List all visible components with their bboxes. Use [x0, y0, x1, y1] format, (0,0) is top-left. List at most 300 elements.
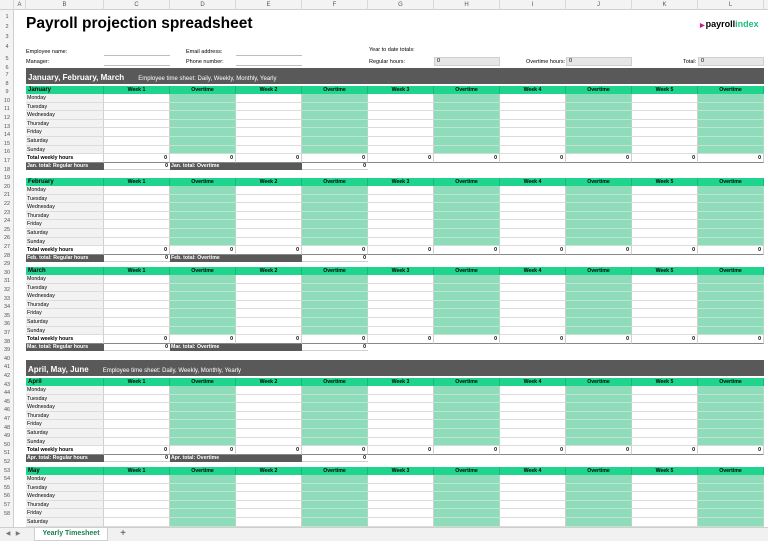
row-number[interactable]: 57 [3, 502, 11, 508]
hours-cell[interactable] [236, 429, 302, 438]
overtime-cell[interactable] [434, 94, 500, 103]
hours-cell[interactable] [236, 327, 302, 336]
hours-cell[interactable] [368, 492, 434, 501]
overtime-cell[interactable] [170, 195, 236, 204]
row-number[interactable]: 23 [3, 209, 11, 216]
row-number[interactable]: 38 [3, 338, 11, 345]
overtime-cell[interactable] [566, 111, 632, 120]
hours-cell[interactable] [236, 318, 302, 327]
total-weekly-value[interactable]: 0 [368, 246, 434, 255]
hours-cell[interactable] [368, 120, 434, 129]
hours-cell[interactable] [368, 412, 434, 421]
overtime-cell[interactable] [698, 111, 764, 120]
overtime-cell[interactable] [698, 484, 764, 493]
hours-cell[interactable] [500, 238, 566, 247]
overtime-cell[interactable] [302, 203, 368, 212]
total-weekly-value[interactable]: 0 [302, 246, 368, 255]
hours-cell[interactable] [500, 475, 566, 484]
hours-cell[interactable] [632, 301, 698, 310]
hours-cell[interactable] [368, 146, 434, 155]
overtime-cell[interactable] [170, 111, 236, 120]
overtime-cell[interactable] [434, 438, 500, 447]
hours-cell[interactable] [368, 203, 434, 212]
hours-cell[interactable] [368, 94, 434, 103]
row-number[interactable]: 49 [3, 433, 11, 440]
row-number[interactable]: 42 [3, 373, 11, 379]
overtime-cell[interactable] [566, 518, 632, 527]
row-number[interactable]: 9 [5, 89, 9, 96]
overtime-cell[interactable] [566, 186, 632, 195]
total-weekly-value[interactable]: 0 [632, 446, 698, 455]
total-weekly-value[interactable]: 0 [698, 335, 764, 344]
overtime-cell[interactable] [302, 275, 368, 284]
overtime-cell[interactable] [170, 128, 236, 137]
row-number[interactable]: 47 [3, 416, 11, 422]
overtime-cell[interactable] [698, 238, 764, 247]
overtime-cell[interactable] [434, 128, 500, 137]
overtime-cell[interactable] [698, 309, 764, 318]
overtime-cell[interactable] [434, 318, 500, 327]
hours-cell[interactable] [104, 238, 170, 247]
hours-cell[interactable] [368, 403, 434, 412]
overtime-cell[interactable] [302, 120, 368, 129]
overtime-cell[interactable] [434, 327, 500, 336]
overtime-cell[interactable] [170, 203, 236, 212]
row-number[interactable]: 43 [3, 381, 11, 388]
overtime-cell[interactable] [566, 395, 632, 404]
hours-cell[interactable] [368, 137, 434, 146]
overtime-cell[interactable] [566, 429, 632, 438]
hours-cell[interactable] [500, 120, 566, 129]
overtime-cell[interactable] [434, 412, 500, 421]
hours-cell[interactable] [632, 395, 698, 404]
overtime-cell[interactable] [434, 420, 500, 429]
row-number[interactable]: 54 [3, 476, 11, 483]
hours-cell[interactable] [236, 438, 302, 447]
hours-cell[interactable] [500, 318, 566, 327]
overtime-cell[interactable] [566, 212, 632, 221]
regular-hours-value[interactable]: 0 [434, 57, 500, 66]
hours-cell[interactable] [236, 137, 302, 146]
overtime-cell[interactable] [698, 292, 764, 301]
hours-cell[interactable] [632, 137, 698, 146]
month-regular-total-value[interactable]: 0 [104, 455, 170, 463]
hours-cell[interactable] [632, 284, 698, 293]
total-weekly-value[interactable]: 0 [236, 335, 302, 344]
hours-cell[interactable] [104, 492, 170, 501]
overtime-cell[interactable] [698, 103, 764, 112]
total-weekly-value[interactable]: 0 [698, 246, 764, 255]
hours-cell[interactable] [500, 212, 566, 221]
hours-cell[interactable] [368, 509, 434, 518]
hours-cell[interactable] [500, 420, 566, 429]
overtime-cell[interactable] [434, 203, 500, 212]
hours-cell[interactable] [104, 146, 170, 155]
overtime-cell[interactable] [302, 284, 368, 293]
row-number[interactable]: 18 [3, 166, 11, 173]
overtime-cell[interactable] [566, 229, 632, 238]
column-header-c[interactable]: C [104, 0, 170, 10]
overtime-cell[interactable] [170, 412, 236, 421]
overtime-cell[interactable] [170, 509, 236, 518]
month-overtime-total-value[interactable]: 0 [302, 255, 368, 263]
row-number[interactable]: 46 [3, 407, 11, 414]
hours-cell[interactable] [632, 318, 698, 327]
hours-cell[interactable] [104, 229, 170, 238]
total-weekly-value[interactable]: 0 [104, 246, 170, 255]
row-number[interactable]: 8 [5, 80, 9, 87]
hours-cell[interactable] [500, 186, 566, 195]
hours-cell[interactable] [632, 475, 698, 484]
overtime-cell[interactable] [170, 137, 236, 146]
overtime-cell[interactable] [698, 492, 764, 501]
overtime-cell[interactable] [434, 275, 500, 284]
hours-cell[interactable] [500, 403, 566, 412]
row-number[interactable]: 50 [3, 441, 11, 448]
row-number[interactable]: 56 [3, 493, 11, 500]
hours-cell[interactable] [368, 103, 434, 112]
overtime-cell[interactable] [566, 146, 632, 155]
hours-cell[interactable] [236, 309, 302, 318]
hours-cell[interactable] [632, 203, 698, 212]
column-header-e[interactable]: E [236, 0, 302, 10]
overtime-cell[interactable] [698, 195, 764, 204]
hours-cell[interactable] [632, 509, 698, 518]
hours-cell[interactable] [236, 128, 302, 137]
overtime-cell[interactable] [566, 309, 632, 318]
prev-sheet-icon[interactable]: ◀ [5, 531, 11, 537]
hours-cell[interactable] [236, 203, 302, 212]
row-number[interactable]: 33 [3, 295, 11, 302]
hours-cell[interactable] [632, 518, 698, 527]
hours-cell[interactable] [500, 386, 566, 395]
row-number[interactable]: 20 [3, 183, 11, 190]
row-number[interactable]: 21 [3, 192, 11, 199]
row-number[interactable]: 30 [3, 269, 11, 276]
row-number[interactable]: 10 [3, 97, 11, 104]
hours-cell[interactable] [368, 327, 434, 336]
row-number[interactable]: 52 [3, 459, 11, 465]
overtime-cell[interactable] [566, 103, 632, 112]
hours-cell[interactable] [104, 120, 170, 129]
month-overtime-total-value[interactable]: 0 [302, 455, 368, 463]
overtime-cell[interactable] [698, 429, 764, 438]
overtime-cell[interactable] [566, 120, 632, 129]
manager-input[interactable] [104, 59, 170, 66]
overtime-cell[interactable] [302, 146, 368, 155]
total-weekly-value[interactable]: 0 [368, 154, 434, 163]
hours-cell[interactable] [500, 284, 566, 293]
overtime-cell[interactable] [302, 186, 368, 195]
row-number[interactable]: 24 [3, 218, 11, 225]
hours-cell[interactable] [236, 509, 302, 518]
row-number[interactable]: 53 [3, 467, 11, 474]
hours-cell[interactable] [104, 103, 170, 112]
hours-cell[interactable] [632, 120, 698, 129]
overtime-cell[interactable] [566, 128, 632, 137]
hours-cell[interactable] [368, 386, 434, 395]
hours-cell[interactable] [104, 501, 170, 510]
overtime-cell[interactable] [698, 501, 764, 510]
hours-cell[interactable] [368, 475, 434, 484]
overtime-cell[interactable] [566, 220, 632, 229]
hours-cell[interactable] [500, 509, 566, 518]
total-value[interactable]: 0 [698, 57, 764, 66]
overtime-cell[interactable] [170, 284, 236, 293]
row-number[interactable]: 35 [3, 312, 11, 319]
hours-cell[interactable] [236, 186, 302, 195]
hours-cell[interactable] [368, 292, 434, 301]
overtime-cell[interactable] [170, 518, 236, 527]
overtime-cell[interactable] [170, 420, 236, 429]
hours-cell[interactable] [236, 403, 302, 412]
hours-cell[interactable] [104, 128, 170, 137]
total-weekly-value[interactable]: 0 [434, 335, 500, 344]
column-header-g[interactable]: G [368, 0, 434, 10]
hours-cell[interactable] [236, 120, 302, 129]
overtime-hours-value[interactable]: 0 [566, 57, 632, 66]
hours-cell[interactable] [632, 128, 698, 137]
hours-cell[interactable] [632, 195, 698, 204]
hours-cell[interactable] [368, 429, 434, 438]
row-number[interactable]: 4 [5, 44, 9, 50]
hours-cell[interactable] [368, 309, 434, 318]
hours-cell[interactable] [632, 492, 698, 501]
total-weekly-value[interactable]: 0 [632, 154, 698, 163]
hours-cell[interactable] [236, 301, 302, 310]
hours-cell[interactable] [104, 484, 170, 493]
row-number[interactable]: 12 [3, 115, 11, 121]
hours-cell[interactable] [236, 111, 302, 120]
overtime-cell[interactable] [434, 146, 500, 155]
total-weekly-value[interactable]: 0 [302, 154, 368, 163]
month-regular-total-value[interactable]: 0 [104, 163, 170, 171]
overtime-cell[interactable] [566, 292, 632, 301]
hours-cell[interactable] [104, 386, 170, 395]
row-number[interactable]: 32 [3, 287, 11, 293]
hours-cell[interactable] [104, 429, 170, 438]
hours-cell[interactable] [632, 212, 698, 221]
overtime-cell[interactable] [698, 186, 764, 195]
overtime-cell[interactable] [566, 420, 632, 429]
overtime-cell[interactable] [434, 475, 500, 484]
row-number[interactable]: 11 [4, 106, 10, 113]
hours-cell[interactable] [632, 484, 698, 493]
hours-cell[interactable] [632, 186, 698, 195]
overtime-cell[interactable] [302, 318, 368, 327]
hours-cell[interactable] [368, 186, 434, 195]
overtime-cell[interactable] [698, 120, 764, 129]
hours-cell[interactable] [368, 229, 434, 238]
hours-cell[interactable] [104, 186, 170, 195]
overtime-cell[interactable] [302, 128, 368, 137]
total-weekly-value[interactable]: 0 [500, 246, 566, 255]
overtime-cell[interactable] [170, 327, 236, 336]
hours-cell[interactable] [236, 212, 302, 221]
total-weekly-value[interactable]: 0 [434, 446, 500, 455]
hours-cell[interactable] [236, 492, 302, 501]
total-weekly-value[interactable]: 0 [170, 246, 236, 255]
overtime-cell[interactable] [170, 403, 236, 412]
row-number[interactable]: 26 [3, 235, 11, 242]
overtime-cell[interactable] [698, 137, 764, 146]
overtime-cell[interactable] [434, 484, 500, 493]
overtime-cell[interactable] [170, 309, 236, 318]
row-number[interactable]: 7 [5, 72, 9, 78]
hours-cell[interactable] [632, 429, 698, 438]
hours-cell[interactable] [236, 284, 302, 293]
overtime-cell[interactable] [566, 403, 632, 412]
hours-cell[interactable] [236, 484, 302, 493]
overtime-cell[interactable] [302, 420, 368, 429]
overtime-cell[interactable] [566, 509, 632, 518]
hours-cell[interactable] [368, 518, 434, 527]
total-weekly-value[interactable]: 0 [632, 335, 698, 344]
overtime-cell[interactable] [566, 492, 632, 501]
overtime-cell[interactable] [698, 275, 764, 284]
overtime-cell[interactable] [434, 309, 500, 318]
month-regular-total-value[interactable]: 0 [104, 344, 170, 352]
hours-cell[interactable] [500, 103, 566, 112]
overtime-cell[interactable] [302, 492, 368, 501]
total-weekly-value[interactable]: 0 [566, 246, 632, 255]
add-sheet-button[interactable]: + [120, 528, 126, 539]
total-weekly-value[interactable]: 0 [566, 446, 632, 455]
total-weekly-value[interactable]: 0 [236, 154, 302, 163]
overtime-cell[interactable] [302, 509, 368, 518]
hours-cell[interactable] [632, 420, 698, 429]
row-number[interactable]: 31 [3, 278, 11, 285]
row-number[interactable]: 29 [3, 261, 11, 268]
hours-cell[interactable] [236, 146, 302, 155]
row-number[interactable]: 19 [3, 175, 11, 182]
overtime-cell[interactable] [170, 492, 236, 501]
overtime-cell[interactable] [434, 195, 500, 204]
hours-cell[interactable] [236, 395, 302, 404]
hours-cell[interactable] [104, 412, 170, 421]
overtime-cell[interactable] [698, 518, 764, 527]
hours-cell[interactable] [236, 238, 302, 247]
total-weekly-value[interactable]: 0 [434, 154, 500, 163]
month-overtime-total-value[interactable]: 0 [302, 163, 368, 171]
hours-cell[interactable] [236, 275, 302, 284]
overtime-cell[interactable] [302, 412, 368, 421]
hours-cell[interactable] [632, 229, 698, 238]
overtime-cell[interactable] [434, 111, 500, 120]
hours-cell[interactable] [632, 327, 698, 336]
overtime-cell[interactable] [302, 403, 368, 412]
column-header-j[interactable]: J [566, 0, 632, 10]
row-number[interactable]: 13 [3, 123, 11, 130]
hours-cell[interactable] [368, 195, 434, 204]
total-weekly-value[interactable]: 0 [170, 446, 236, 455]
row-number[interactable]: 28 [3, 252, 11, 259]
total-weekly-value[interactable]: 0 [566, 335, 632, 344]
hours-cell[interactable] [236, 94, 302, 103]
overtime-cell[interactable] [566, 275, 632, 284]
hours-cell[interactable] [632, 275, 698, 284]
hours-cell[interactable] [104, 309, 170, 318]
hours-cell[interactable] [500, 220, 566, 229]
total-weekly-value[interactable]: 0 [236, 246, 302, 255]
row-number[interactable]: 37 [3, 330, 11, 336]
column-header-f[interactable]: F [302, 0, 368, 10]
hours-cell[interactable] [236, 103, 302, 112]
hours-cell[interactable] [236, 501, 302, 510]
overtime-cell[interactable] [566, 327, 632, 336]
total-weekly-value[interactable]: 0 [104, 154, 170, 163]
hours-cell[interactable] [104, 420, 170, 429]
overtime-cell[interactable] [434, 429, 500, 438]
total-weekly-value[interactable]: 0 [500, 446, 566, 455]
overtime-cell[interactable] [170, 386, 236, 395]
hours-cell[interactable] [368, 111, 434, 120]
hours-cell[interactable] [104, 292, 170, 301]
hours-cell[interactable] [104, 438, 170, 447]
overtime-cell[interactable] [566, 94, 632, 103]
overtime-cell[interactable] [170, 301, 236, 310]
overtime-cell[interactable] [566, 438, 632, 447]
hours-cell[interactable] [236, 386, 302, 395]
hours-cell[interactable] [632, 103, 698, 112]
overtime-cell[interactable] [170, 120, 236, 129]
hours-cell[interactable] [104, 509, 170, 518]
overtime-cell[interactable] [698, 146, 764, 155]
hours-cell[interactable] [632, 111, 698, 120]
hours-cell[interactable] [368, 301, 434, 310]
overtime-cell[interactable] [170, 212, 236, 221]
hours-cell[interactable] [104, 475, 170, 484]
overtime-cell[interactable] [698, 386, 764, 395]
overtime-cell[interactable] [302, 429, 368, 438]
row-number[interactable]: 22 [3, 201, 11, 207]
total-weekly-value[interactable]: 0 [698, 154, 764, 163]
overtime-cell[interactable] [434, 492, 500, 501]
hours-cell[interactable] [500, 128, 566, 137]
hours-cell[interactable] [368, 212, 434, 221]
overtime-cell[interactable] [566, 386, 632, 395]
overtime-cell[interactable] [302, 292, 368, 301]
overtime-cell[interactable] [170, 186, 236, 195]
hours-cell[interactable] [104, 301, 170, 310]
column-header-k[interactable]: K [632, 0, 698, 10]
overtime-cell[interactable] [170, 94, 236, 103]
overtime-cell[interactable] [170, 501, 236, 510]
total-weekly-value[interactable]: 0 [104, 446, 170, 455]
hours-cell[interactable] [500, 429, 566, 438]
overtime-cell[interactable] [698, 395, 764, 404]
overtime-cell[interactable] [302, 212, 368, 221]
overtime-cell[interactable] [698, 94, 764, 103]
hours-cell[interactable] [500, 412, 566, 421]
hours-cell[interactable] [368, 484, 434, 493]
overtime-cell[interactable] [302, 137, 368, 146]
hours-cell[interactable] [500, 229, 566, 238]
hours-cell[interactable] [500, 94, 566, 103]
overtime-cell[interactable] [698, 403, 764, 412]
hours-cell[interactable] [236, 195, 302, 204]
column-header-l[interactable]: L [698, 0, 764, 10]
hours-cell[interactable] [500, 203, 566, 212]
overtime-cell[interactable] [698, 203, 764, 212]
hours-cell[interactable] [632, 438, 698, 447]
tab-yearly-timesheet[interactable]: Yearly Timesheet [34, 528, 108, 541]
hours-cell[interactable] [500, 301, 566, 310]
hours-cell[interactable] [104, 111, 170, 120]
hours-cell[interactable] [632, 309, 698, 318]
overtime-cell[interactable] [434, 238, 500, 247]
overtime-cell[interactable] [698, 327, 764, 336]
